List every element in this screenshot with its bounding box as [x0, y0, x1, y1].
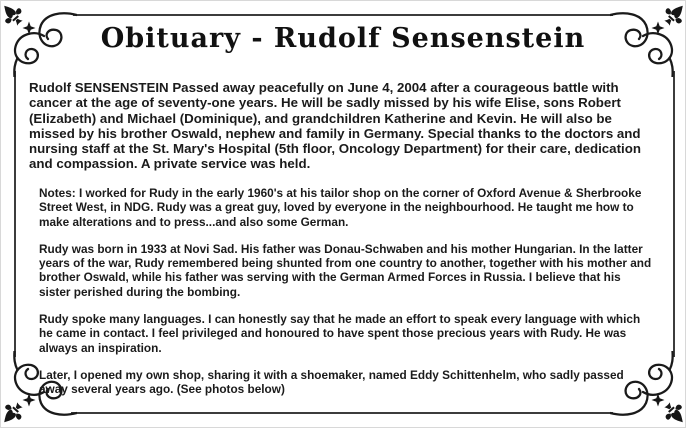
notes-paragraph-1: Notes: I worked for Rudy in the early 1960's at his tailor shop on the corner of Oxford Avenue & Sherbrooke Street West, in NDG. Rudy was a great guy, loved by everyone in the neighbourhood. He taught me how to make alterations and to press...and also some German. [39, 186, 642, 229]
notes-paragraph-4: Later, I opened my own shop, sharing it with a shoemaker, named Eddy Schittenhelm, who sadly passed away several years ago. (See photos below) [39, 367, 624, 397]
page-title: Obituary - Rudolf Sensenstein [100, 23, 586, 54]
border-line-bottom [71, 412, 613, 414]
border-line-left [14, 71, 16, 357]
border-line-top [73, 14, 613, 16]
notes-section [39, 186, 653, 410]
border-line-right [673, 71, 675, 357]
notes-paragraph-2: Rudy was born in 1933 at Novi Sad. His father was Donau-Schwaben and his mother Hungarian. In the latter years of the war, Rudy remembered being shunted from one country to another, together with his mother and brother Oswald, while his father was serving with the German Armed Forces in Russia. I believe that his sister perished during the bombing. [39, 241, 652, 299]
obituary-summary-paragraph: Rudolf SENSENSTEIN Passed away peacefully on June 4, 2004 after a courageous battle with cancer at the age of seventy-one years. He will be sadly missed by his wife Elise, sons Robert (Elizabeth) and Michael (Dominique), and grandchildren Katherine and Kevin. He will also be missed by his brother Oswald, nephew and family in Germany. Special thanks to the doctors and nursing staff at the St. Mary's Hospital (5th floor, Oncology Department) for their care, dedication and compassion. A private service was held. [29, 80, 641, 172]
notes-paragraph-3: Rudy spoke many languages. I can honestly say that he made an effort to speak every language with which he came in contact. I feel privileged and honoured to have spent those precious years with Rudy. He was always an inspiration. [39, 312, 641, 355]
